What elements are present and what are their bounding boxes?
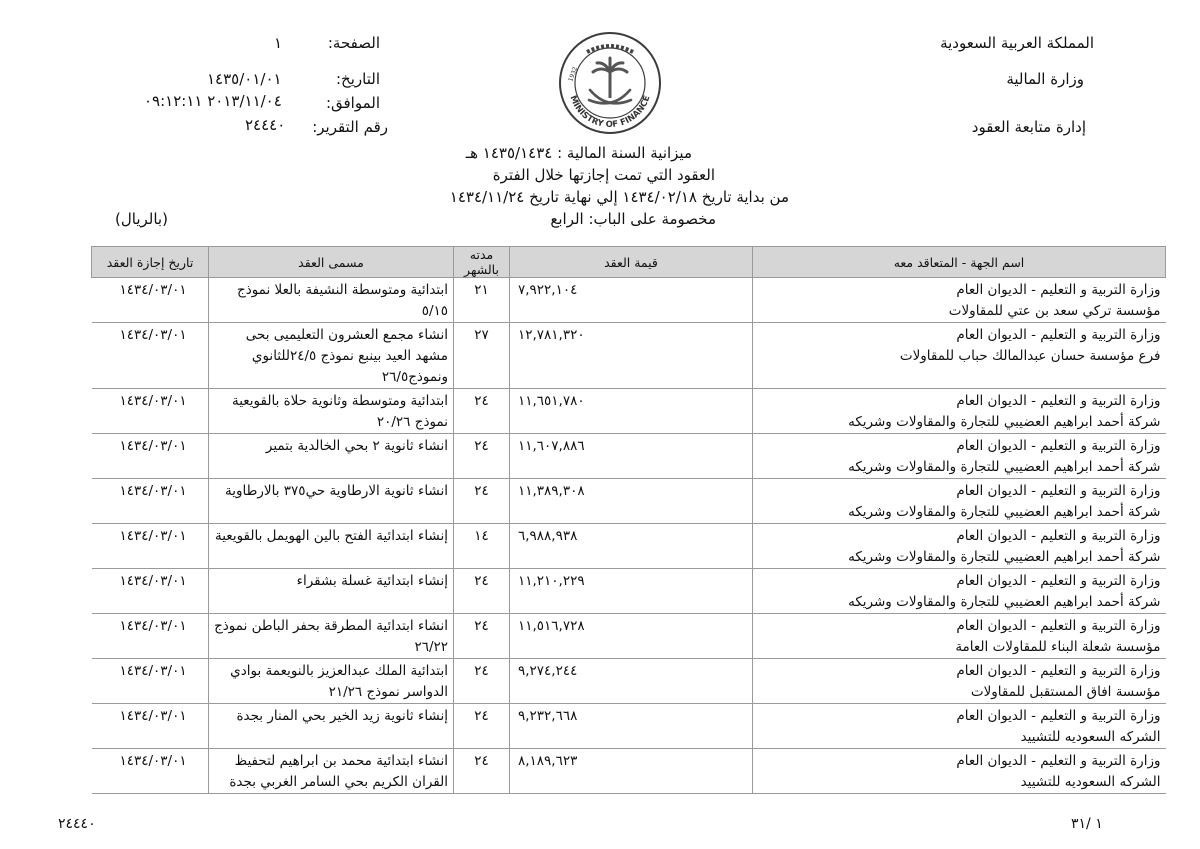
contracts-table (91, 246, 1166, 794)
cell-value (510, 278, 753, 323)
footer-report-no: ٢٤٤٤٠ (58, 816, 96, 832)
seal-arc-text: MINISTRY OF FINANCE (567, 94, 653, 131)
cell-duration-duration: ٢١ (474, 282, 489, 298)
cell-value (510, 614, 753, 659)
cell-contract-name-name: انشاء مجمع العشرون التعليميى بحى مشهد العيد بينبع نموذج ٢٤/٥للثانوي ونموذج٢٦/٥ (245, 327, 448, 385)
header-contract-name: مسمى العقد (209, 247, 454, 278)
cell-contract-name (209, 524, 454, 569)
cell-value-value: ١١,٦٥١,٧٨٠ (518, 393, 585, 409)
cell-entity-entity1: وزارة التربية و التعليم - الديوان العام (956, 753, 1161, 769)
cell-entity-entity2: شركة أحمد ابراهيم العضيبي للتجارة والمقاولات وشريكه (848, 459, 1161, 475)
cell-entity (753, 278, 1166, 323)
cell-entity (753, 479, 1166, 524)
cell-entity-entity1: وزارة التربية و التعليم - الديوان العام (956, 282, 1161, 298)
cell-contract-name (209, 389, 454, 434)
header-approval-date: تاريخ إجازة العقد (92, 247, 209, 278)
cell-approval-date-date: ١٤٣٤/٠٣/٠١ (119, 528, 187, 544)
cell-approval-date-date: ١٤٣٤/٠٣/٠١ (119, 663, 187, 679)
ministry-of-finance-seal-icon (557, 30, 663, 136)
cell-entity-entity2: مؤسسة تركي سعد بن عتي للمقاولات (948, 303, 1161, 319)
cell-contract-name (209, 479, 454, 524)
cell-entity-entity2: شركة أحمد ابراهيم العضيبي للتجارة والمقاولات وشريكه (848, 504, 1161, 520)
cell-approval-date (92, 479, 209, 524)
cell-entity (753, 704, 1166, 749)
department-name: إدارة متابعة العقود (971, 118, 1086, 136)
cell-duration-duration: ٢٤ (474, 753, 489, 769)
table-row (92, 749, 1166, 794)
cell-entity-entity1: وزارة التربية و التعليم - الديوان العام (956, 663, 1161, 679)
footer-page-of: ١ /٣١ (1071, 816, 1103, 832)
cell-entity-entity2: مؤسسة افاق المستقبل للمقاولات (970, 684, 1161, 700)
cell-value-value: ٨,١٨٩,٦٢٣ (518, 753, 578, 769)
table-row (92, 569, 1166, 614)
cell-duration (454, 434, 510, 479)
page-label: الصفحة: (327, 34, 380, 52)
table-row (92, 524, 1166, 569)
cell-entity-entity2: مؤسسة شعلة البناء للمقاولات العامة (955, 639, 1161, 655)
cell-approval-date (92, 749, 209, 794)
cell-contract-name-name: انشاء ابتدائية المطرقة بحفر الباطن نموذج ٢٦/٢٢ (214, 618, 448, 655)
cell-contract-name (209, 323, 454, 389)
cell-entity-entity2: شركة أحمد ابراهيم العضيبي للتجارة والمقاولات وشريكه (848, 594, 1161, 610)
cell-value-value: ١١,٢١٠,٢٢٩ (518, 573, 585, 589)
cell-approval-date (92, 323, 209, 389)
table-row (92, 704, 1166, 749)
cell-entity-entity1: وزارة التربية و التعليم - الديوان العام (956, 327, 1161, 343)
cell-value-value: ١٢,٧٨١,٣٢٠ (518, 327, 585, 343)
cell-entity-entity2: الشركه السعوديه للتشييد (1020, 729, 1161, 745)
cell-entity (753, 749, 1166, 794)
ministry-name: وزارة المالية (1006, 70, 1084, 88)
cell-entity-entity1: وزارة التربية و التعليم - الديوان العام (956, 573, 1161, 589)
cell-contract-name-name: ابتدائية ومتوسطة النشيفة بالعلا نموذج ٥/١٥ (236, 282, 448, 319)
cell-duration-duration: ٢٤ (474, 438, 489, 454)
report-no-label: رقم التقرير: (312, 118, 388, 136)
cell-value-value: ١١,٥١٦,٧٢٨ (518, 618, 585, 634)
date-value: ١٤٣٥/٠١/٠١ (207, 70, 282, 88)
cell-duration (454, 479, 510, 524)
cell-contract-name-name: إنشاء ابتدائية غسلة بشقراء (296, 573, 448, 589)
date-label: التاريخ: (336, 70, 380, 88)
cell-approval-date (92, 389, 209, 434)
cell-contract-name-name: إنشاء ثانوية زيد الخير بحي المنار بجدة (236, 708, 448, 724)
cell-duration-duration: ١٤ (474, 528, 489, 544)
page-value: ١ (274, 34, 283, 52)
cell-duration-duration: ٢٤ (474, 483, 489, 499)
svg-text:MINISTRY OF FINANCE (567, 94, 652, 130)
cell-entity-entity1: وزارة التربية و التعليم - الديوان العام (956, 393, 1161, 409)
cell-approval-date (92, 704, 209, 749)
table-row (92, 323, 1166, 389)
cell-value-value: ٩,٢٣٢,٦٦٨ (518, 708, 578, 724)
cell-value-value: ١١,٣٨٩,٣٠٨ (518, 483, 585, 499)
cell-entity (753, 614, 1166, 659)
cell-entity-entity1: وزارة التربية و التعليم - الديوان العام (956, 438, 1161, 454)
cell-entity (753, 569, 1166, 614)
table-row (92, 278, 1166, 323)
cell-approval-date-date: ١٤٣٤/٠٣/٠١ (119, 708, 187, 724)
cell-value (510, 323, 753, 389)
cell-value (510, 704, 753, 749)
table-row (92, 434, 1166, 479)
cell-approval-date (92, 434, 209, 479)
cell-value (510, 524, 753, 569)
cell-entity (753, 434, 1166, 479)
cell-approval-date (92, 614, 209, 659)
cell-entity-entity1: وزارة التربية و التعليم - الديوان العام (956, 618, 1161, 634)
cell-contract-name (209, 659, 454, 704)
table-row (92, 614, 1166, 659)
header-duration: مدته بالشهر (454, 247, 510, 278)
cell-approval-date-date: ١٤٣٤/٠٣/٠١ (119, 393, 187, 409)
cell-contract-name (209, 614, 454, 659)
cell-contract-name (209, 749, 454, 794)
cell-value (510, 479, 753, 524)
cell-contract-name (209, 704, 454, 749)
cell-contract-name-name: إنشاء ابتدائية الفتح بالين الهويمل بالقويعية (215, 528, 448, 544)
cell-approval-date-date: ١٤٣٤/٠٣/٠١ (119, 753, 187, 769)
cell-contract-name-name: انشاء ثانوية ٢ بحي الخالدية بتمير (265, 438, 448, 454)
cell-entity (753, 323, 1166, 389)
cell-contract-name (209, 278, 454, 323)
cell-duration (454, 278, 510, 323)
cell-entity (753, 524, 1166, 569)
cell-value-value: ١١,٦٠٧,٨٨٦ (518, 438, 585, 454)
cell-value-value: ٧,٩٢٢,١٠٤ (518, 282, 578, 298)
cell-contract-name-name: انشاء ثانوية الارطاوية حي٣٧٥ بالارطاوية (225, 483, 448, 499)
cell-approval-date (92, 278, 209, 323)
header-entity: اسم الجهة - المتعاقد معه (753, 247, 1166, 278)
cell-contract-name (209, 434, 454, 479)
cell-approval-date-date: ١٤٣٤/٠٣/٠١ (119, 618, 187, 634)
table-header-row (92, 247, 1166, 278)
cell-approval-date (92, 659, 209, 704)
cell-contract-name (209, 569, 454, 614)
cell-duration-duration: ٢٤ (474, 573, 489, 589)
cell-duration (454, 569, 510, 614)
cell-approval-date-date: ١٤٣٤/٠٣/٠١ (119, 483, 187, 499)
cell-approval-date (92, 524, 209, 569)
cell-duration-duration: ٢٤ (474, 393, 489, 409)
cell-approval-date (92, 569, 209, 614)
cell-approval-date-date: ١٤٣٤/٠٣/٠١ (119, 327, 187, 343)
cell-value (510, 659, 753, 704)
cell-duration-duration: ٢٤ (474, 663, 489, 679)
cell-value (510, 749, 753, 794)
table-row (92, 659, 1166, 704)
cell-duration-duration: ٢٤ (474, 708, 489, 724)
cell-duration (454, 659, 510, 704)
header-value: قيمة العقد (510, 247, 753, 278)
cell-duration-duration: ٢٤ (474, 618, 489, 634)
report-no-value: ٢٤٤٤٠ (245, 116, 286, 134)
cell-duration (454, 704, 510, 749)
cell-duration-duration: ٢٧ (474, 327, 489, 343)
cell-approval-date-date: ١٤٣٤/٠٣/٠١ (119, 438, 187, 454)
cell-entity (753, 389, 1166, 434)
kingdom-name: المملكة العربية السعودية (940, 34, 1094, 52)
cell-duration (454, 749, 510, 794)
corresponding-value: ٢٠١٣/١١/٠٤ ٠٩:١٢:١١ (144, 92, 282, 110)
cell-value-value: ٦,٩٨٨,٩٣٨ (518, 528, 578, 544)
cell-contract-name-name: انشاء ابتدائية محمد بن ابراهيم لتحفيظ القران الكريم بحي السامر الغربي بجدة (229, 753, 448, 790)
cell-contract-name-name: ابتدائية الملك عبدالعزيز بالنويعمة بوادي الدواسر نموذج ٢١/٢٦ (230, 663, 448, 700)
cell-entity-entity2: شركة أحمد ابراهيم العضيبي للتجارة والمقاولات وشريكه (848, 549, 1161, 565)
cell-entity-entity1: وزارة التربية و التعليم - الديوان العام (956, 483, 1161, 499)
cell-approval-date-date: ١٤٣٤/٠٣/٠١ (119, 282, 187, 298)
seal-year: 1932 (567, 65, 580, 83)
cell-value (510, 569, 753, 614)
cell-approval-date-date: ١٤٣٤/٠٣/٠١ (119, 573, 187, 589)
cell-entity-entity2: شركة أحمد ابراهيم العضيبي للتجارة والمقاولات وشريكه (848, 414, 1161, 430)
cell-contract-name-name: ابتدائية ومتوسطة وثانوية حلاة بالقويعية نموذج ٢٠/٢٦ (231, 393, 448, 430)
table-row (92, 479, 1166, 524)
corresponding-label: الموافق: (325, 94, 380, 112)
cell-entity-entity2: الشركه السعوديه للتشييد (1020, 774, 1161, 790)
cell-duration (454, 614, 510, 659)
cell-entity-entity1: وزارة التربية و التعليم - الديوان العام (956, 708, 1161, 724)
cell-value (510, 434, 753, 479)
cell-value-value: ٩,٢٧٤,٢٤٤ (518, 663, 578, 679)
cell-value (510, 389, 753, 434)
cell-entity-entity2: فرع مؤسسة حسان عبدالمالك حباب للمقاولات (899, 348, 1161, 364)
cell-duration (454, 524, 510, 569)
cell-duration (454, 389, 510, 434)
cell-entity-entity1: وزارة التربية و التعليم - الديوان العام (956, 528, 1161, 544)
table-row (92, 389, 1166, 434)
cell-entity (753, 659, 1166, 704)
currency-note: (بالريال) (115, 210, 168, 228)
cell-duration (454, 323, 510, 389)
